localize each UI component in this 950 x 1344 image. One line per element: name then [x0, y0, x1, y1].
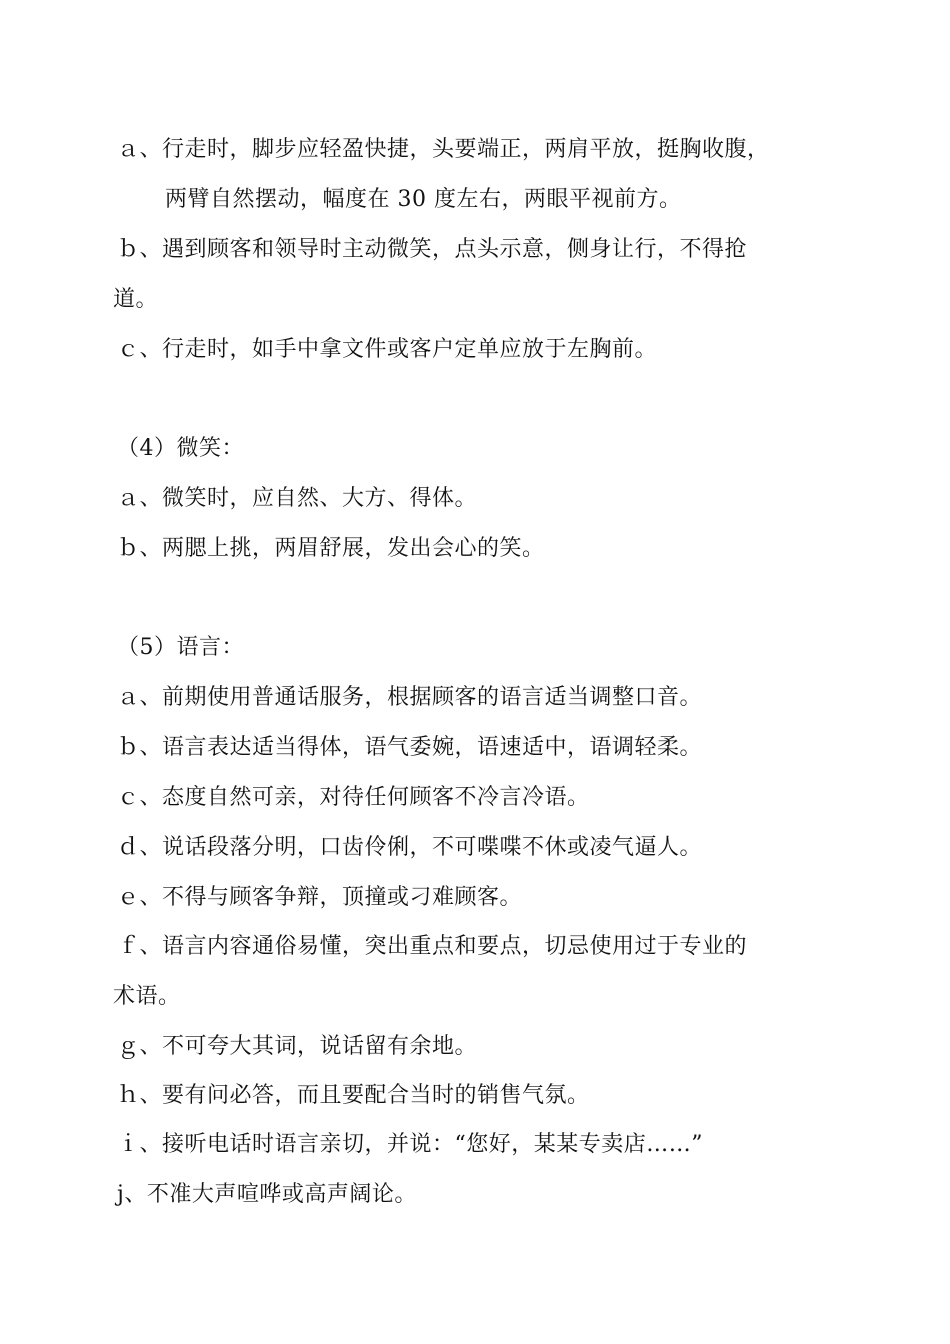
language-item-i: ｉ、接听电话时语言亲切，并说：“您好，某某专卖店……” [117, 1132, 703, 1157]
language-item-e: ｅ、不得与顾客争辩，顶撞或刁难顾客。 [117, 885, 523, 910]
walking-item-b-line1: ｂ、遇到顾客和领导时主动微笑，点头示意，侧身让行，不得抢 [117, 237, 748, 262]
language-item-a: ａ、前期使用普通话服务，根据顾客的语言适当调整口音。 [117, 685, 703, 710]
smile-item-b: ｂ、两腮上挑，两眉舒展，发出会心的笑。 [117, 536, 545, 561]
smile-heading: （4）微笑： [117, 436, 244, 461]
language-item-f-line2: 术语。 [113, 984, 181, 1009]
language-heading: （5）语言： [117, 635, 244, 660]
language-item-j: j、不准大声喧哗或高声阔论。 [117, 1182, 417, 1207]
language-item-d: ｄ、说话段落分明，口齿伶俐，不可喋喋不休或凌气逼人。 [117, 835, 703, 860]
walking-item-c: ｃ、行走时，如手中拿文件或客户定单应放于左胸前。 [117, 337, 658, 362]
walking-item-a-line2: 两臂自然摆动，幅度在 30 度左右，两眼平视前方。 [165, 187, 682, 212]
language-item-c: ｃ、态度自然可亲，对待任何顾客不冷言冷语。 [117, 785, 590, 810]
walking-item-b-line2: 道。 [113, 287, 159, 312]
language-item-b: ｂ、语言表达适当得体，语气委婉，语速适中，语调轻柔。 [117, 735, 703, 760]
walking-item-a-line1: ａ、行走时，脚步应轻盈快捷，头要端正，两肩平放，挺胸收腹， [117, 137, 770, 162]
language-item-f-line1: ｆ、语言内容通俗易懂，突出重点和要点，切忌使用过于专业的 [117, 934, 748, 959]
language-item-g: ｇ、不可夸大其词，说话留有余地。 [117, 1034, 478, 1059]
language-item-h: ｈ、要有问必答，而且要配合当时的销售气氛。 [117, 1083, 590, 1108]
smile-item-a: ａ、微笑时，应自然、大方、得体。 [117, 486, 478, 511]
